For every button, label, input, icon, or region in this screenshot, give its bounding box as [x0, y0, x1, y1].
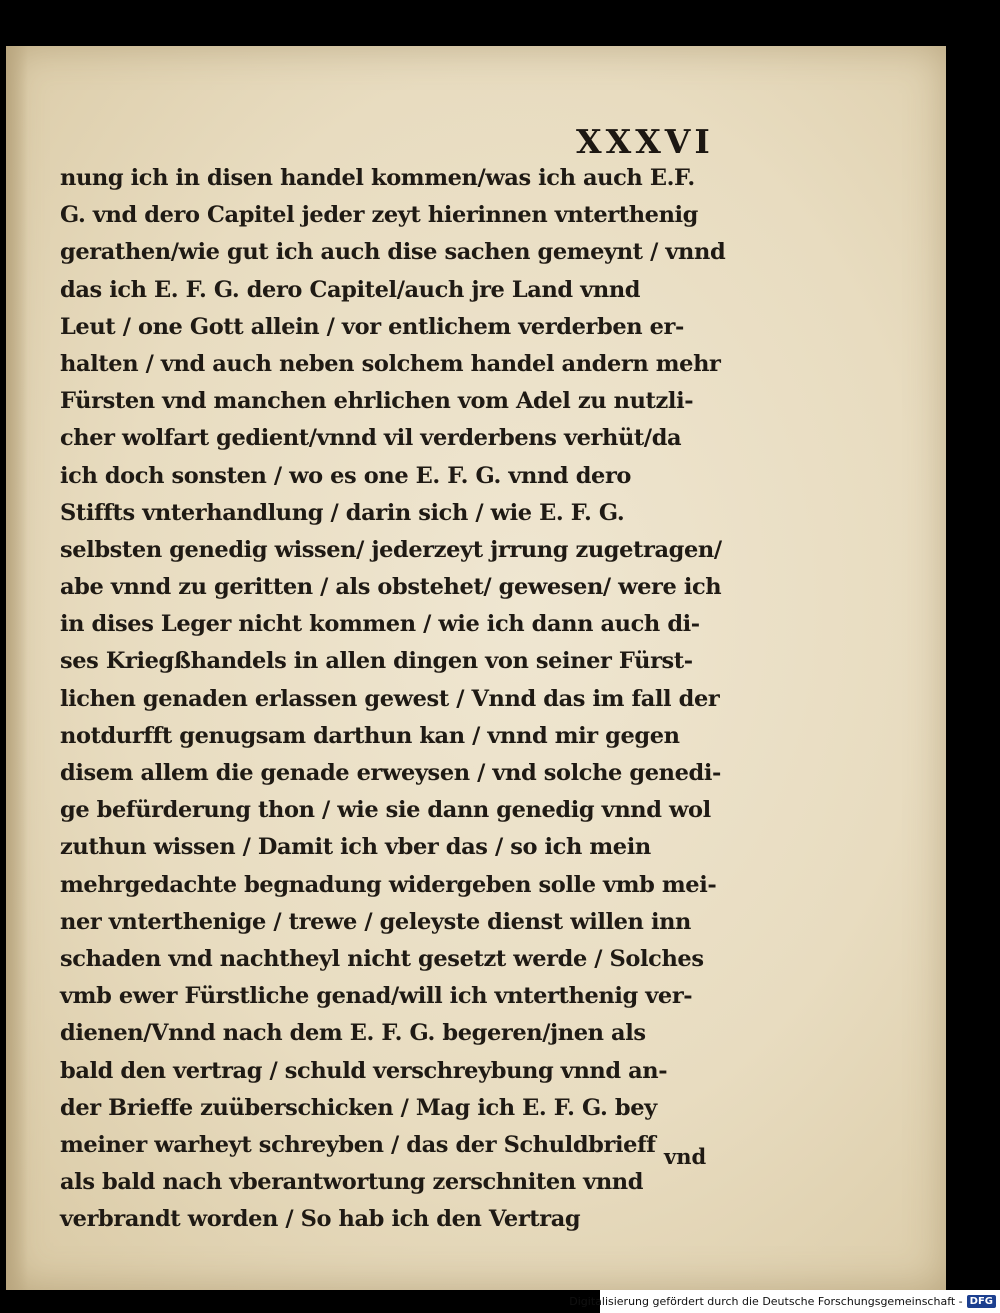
text-line: cher wolfart gedient/vnnd vil verderbens verhüt/da	[60, 425, 682, 452]
text-line: ses Kriegßhandels in allen dingen von seiner Fürst-	[60, 648, 693, 675]
text-line: das ich E. F. G. dero Capitel/auch jre Land vnnd	[60, 276, 641, 303]
footer-credit-text: Digitalisierung gefördert durch die Deutsche Forschungsgemeinschaft -	[569, 1295, 963, 1308]
text-line: notdurfft genugsam darthun kan / vnnd mir gegen	[60, 722, 680, 749]
text-line: G. vnd dero Capitel jeder zeyt hierinnen vnterthenig	[60, 202, 699, 229]
text-line: ner vnterthenige / trewe / geleyste dienst willen inn	[60, 908, 692, 935]
text-line: abe vnnd zu geritten / als obstehet/ gewesen/ were ich	[60, 574, 722, 601]
text-line: in dises Leger nicht kommen / wie ich dann auch di-	[60, 611, 700, 638]
text-line: gerathen/wie gut ich auch dise sachen gemeynt / vnnd	[60, 239, 726, 266]
text-line: dienen/Vnnd nach dem E. F. G. begeren/jnen als	[60, 1020, 646, 1047]
text-line: verbrandt worden / So hab ich den Vertrag	[60, 1206, 581, 1233]
text-line: disem allem die genade erweysen / vnd solche genedi-	[60, 760, 721, 786]
text-block	[60, 160, 742, 1238]
text-line: als bald nach vberantwortung zerschniten vnnd	[60, 1169, 644, 1196]
text-line: zuthun wissen / Damit ich vber das / so ich mein	[60, 834, 651, 861]
text-line: schaden vnd nachtheyl nicht gesetzt werde / Solches	[60, 945, 704, 972]
text-line: ich doch sonsten / wo es one E. F. G. vnnd dero	[60, 462, 632, 489]
text-line: nung ich in disen handel kommen/was ich auch E.F.	[60, 165, 695, 191]
dfg-logo: DFG	[967, 1295, 996, 1308]
text-line: selbsten genedig wissen/ jederzeyt jrrung zugetragen/	[60, 536, 722, 563]
page-gutter-shadow	[6, 46, 28, 1290]
text-line: bald den vertrag / schuld verschreybung vnnd an-	[60, 1057, 668, 1084]
text-line: Leut / one Gott allein / vor entlichem verderben er-	[60, 313, 684, 340]
text-line: vmb ewer Fürstliche genad/will ich vnterthenig ver-	[60, 983, 693, 1010]
folio-number: XXXVI	[576, 122, 714, 161]
text-line: meiner warheyt schreyben / das der Schuldbrieff	[60, 1131, 656, 1158]
text-line: Fürsten vnd manchen ehrlichen vom Adel zu nutzli-	[60, 388, 694, 415]
text-line: der Brieffe zuüberschicken / Mag ich E. F. G. bey	[60, 1094, 657, 1121]
footer-credit-bar	[569, 1290, 1000, 1313]
text-line: halten / vnd auch neben solchem handel andern mehr	[60, 350, 721, 377]
text-line: ge befürderung thon / wie sie dann genedig vnnd wol	[60, 797, 711, 824]
catchword: vnd	[664, 1144, 707, 1169]
text-line: mehrgedachte begnadung widergeben solle vmb mei-	[60, 871, 717, 898]
text-line: lichen genaden erlassen gewest / Vnnd das im fall der	[60, 685, 720, 712]
text-line: Stiffts vnterhandlung / darin sich / wie E. F. G.	[60, 499, 625, 526]
